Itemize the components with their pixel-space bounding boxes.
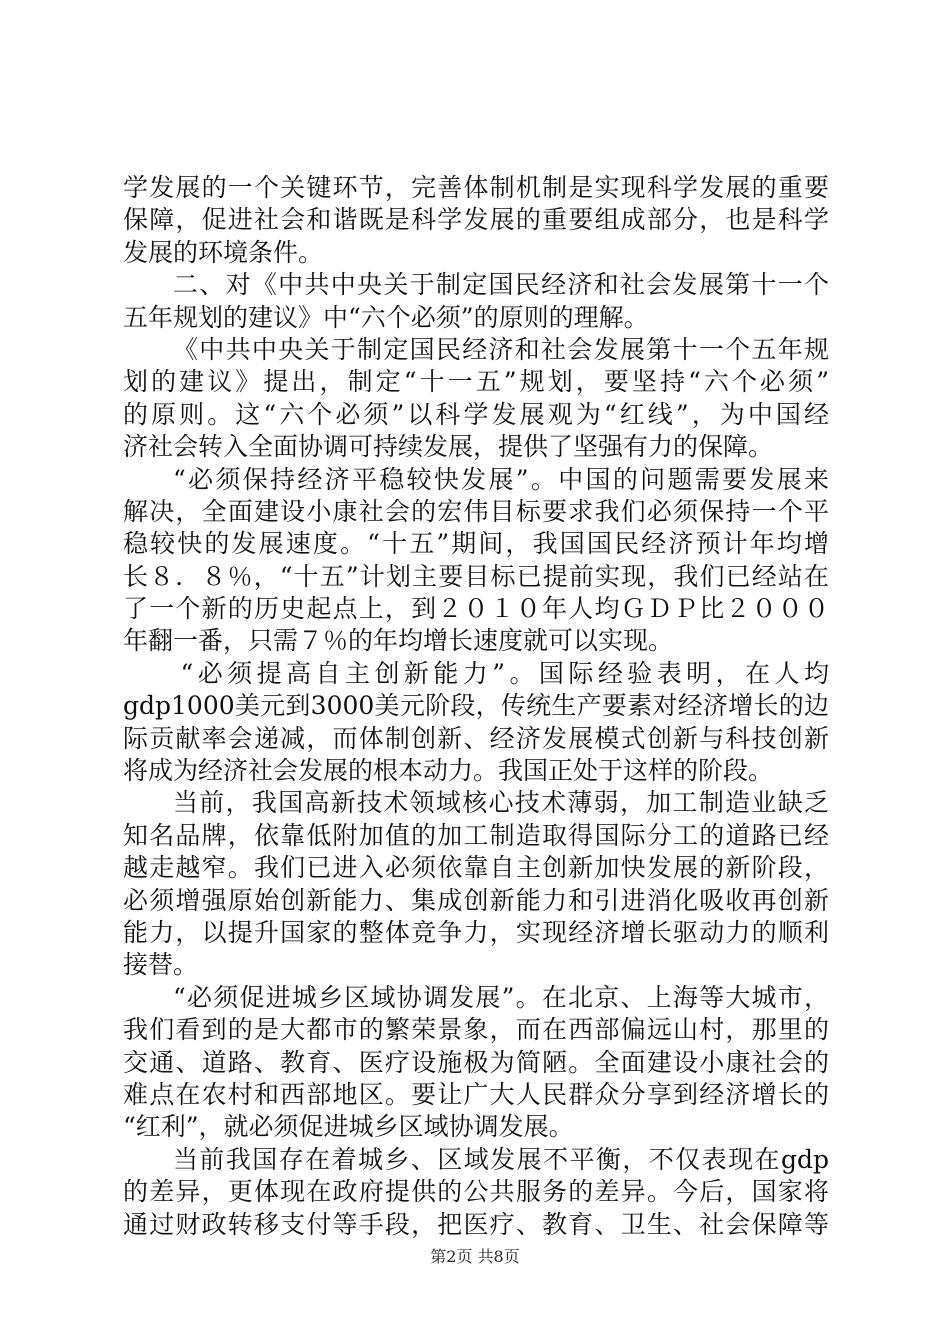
text-line: 将成为经济社会发展的根本动力。我国正处于这样的阶段。: [123, 756, 774, 786]
text-line: 际贡献率会递减，而体制创新、经济发展模式创新与科技创新: [123, 723, 829, 753]
text-line: 的差异，更体现在政府提供的公共服务的差异。今后，国家将: [123, 1177, 829, 1207]
text-line: “必须促进城乡区域协调发展”。在北京、上海等大城市，: [173, 982, 829, 1012]
text-line: 当前，我国高新技术领域核心技术薄弱，加工制造业缺乏: [173, 788, 829, 818]
text-line: 济社会转入全面协调可持续发展，提供了坚强有力的保障。: [123, 432, 774, 462]
text-line: 越走越窄。我们已进入必须依靠自主创新加快发展的新阶段，: [123, 853, 829, 883]
text-line: 保障，促进社会和谐既是科学发展的重要组成部分，也是科学: [123, 205, 829, 235]
text-line: 了一个新的历史起点上，到２０１０年人均ＧＤＰ比２０００: [123, 594, 829, 624]
text-line: 通过财政转移支付等手段，把医疗、教育、卫生、社会保障等: [123, 1209, 829, 1239]
text-line: 《中共中央关于制定国民经济和社会发展第十一个五年规: [173, 334, 829, 364]
page-footer: 第2页 共8页: [430, 1247, 520, 1266]
text-line: 接替。: [123, 950, 199, 980]
text-line: 学发展的一个关键环节，完善体制机制是实现科学发展的重要: [123, 173, 829, 202]
text-line: gdp1000美元到3000美元阶段，传统生产要素对经济增长的边: [123, 691, 829, 721]
text-line: “红利”，就必须促进城乡区域协调发展。: [123, 1112, 574, 1142]
text-line: 发展的环境条件。: [123, 237, 324, 267]
text-line: 难点在农村和西部地区。要让广大人民群众分享到经济增长的: [123, 1079, 829, 1109]
text-line: 交通、道路、教育、医疗设施极为简陋。全面建设小康社会的: [123, 1047, 829, 1077]
text-line: 年翻一番，只需７％的年均增长速度就可以实现。: [123, 626, 674, 656]
text-line: “必须提高自主创新能力”。国际经验表明，在人均: [180, 658, 829, 688]
text-line: 稳较快的发展速度。“十五”期间，我国国民经济预计年均增: [123, 529, 829, 559]
text-line: 能力，以提升国家的整体竞争力，实现经济增长驱动力的顺利: [123, 917, 829, 947]
text-line: 解决，全面建设小康社会的宏伟目标要求我们必须保持一个平: [123, 496, 829, 526]
text-line: 长８．８％，“十五”计划主要目标已提前实现，我们已经站在: [123, 561, 829, 591]
text-line: 我们看到的是大都市的繁荣景象，而在西部偏远山村，那里的: [123, 1015, 829, 1045]
text-line: 划的建议》提出，制定“十一五”规划，要坚持“六个必须”: [123, 367, 829, 397]
text-line: 必须增强原始创新能力、集成创新能力和引进消化吸收再创新: [123, 885, 829, 915]
text-line: 二、对《中共中央关于制定国民经济和社会发展第十一个: [173, 270, 829, 300]
body-text: [123, 172, 829, 1241]
text-line: 知名品牌，依靠低附加值的加工制造取得国际分工的道路已经: [123, 820, 829, 850]
text-line: 当前我国存在着城乡、区域发展不平衡，不仅表现在gdp: [173, 1144, 829, 1174]
text-line: 五年规划的建议》中“六个必须”的原则的理解。: [123, 302, 649, 332]
text-line: “必须保持经济平稳较快发展”。中国的问题需要发展来: [173, 464, 829, 494]
text-line: 的原则。这“六个必须”以科学发展观为“红线”，为中国经: [123, 399, 829, 429]
